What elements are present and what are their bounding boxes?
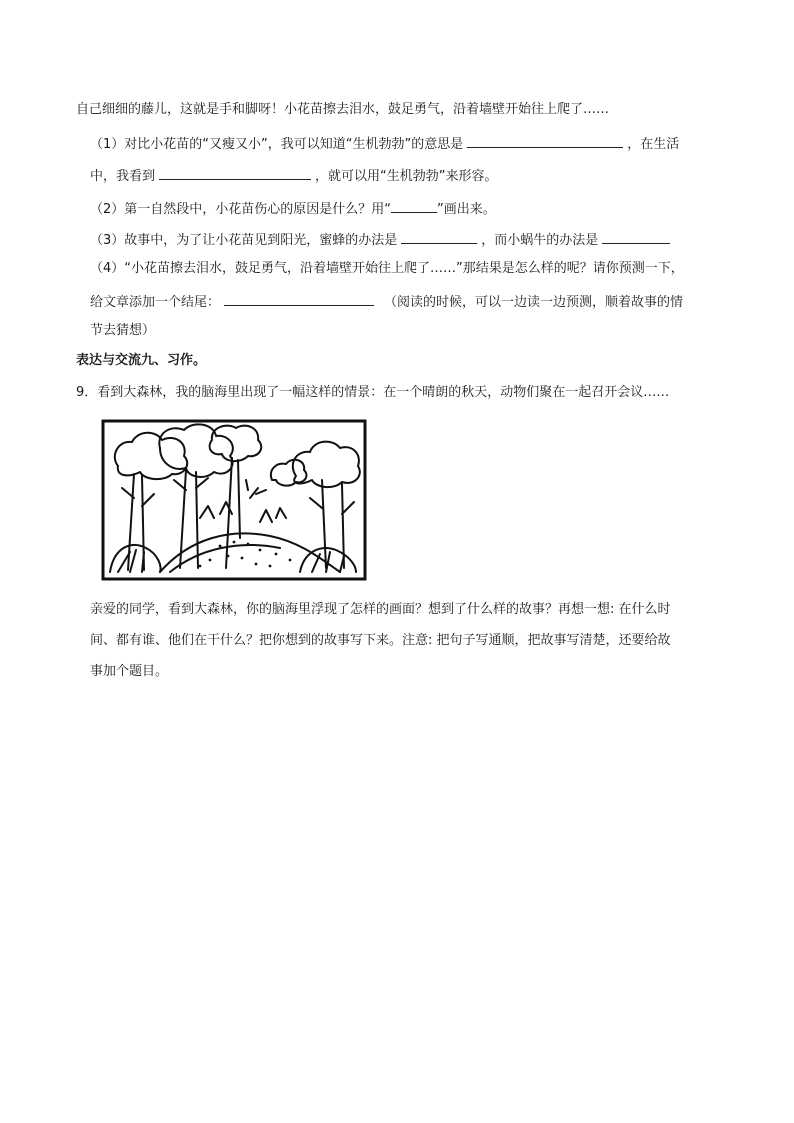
answer-blank-1a[interactable] [467, 133, 623, 148]
question-4-line-2: 给文章添加一个结尾： （阅读的时候，可以一边读一边预测，顺着故事的情 [90, 291, 683, 312]
answer-blank-3a[interactable] [401, 229, 477, 244]
instructions-line-1: 亲爱的同学，看到大森林，你的脑海里浮现了怎样的画面？想到了什么样的故事？再想一想: 在什么时 [90, 602, 671, 617]
question-1-line-2: 中，我看到 ，就可以用“生机勃勃”来形容。 [90, 165, 498, 186]
question-4-line-3: 节去猜想） [90, 323, 156, 338]
question-9-prompt: 9．看到大森林，我的脑海里出现了一幅这样的情景：在一个晴朗的秋天，动物们聚在一起召开会议…… [76, 385, 670, 400]
answer-blank-1b[interactable] [159, 165, 311, 180]
answer-blank-4[interactable] [224, 291, 374, 306]
question-2: （2）第一自然段中，小花苗伤心的原因是什么？用“ ”画出来。 [90, 198, 496, 219]
underline-sample [391, 198, 437, 213]
passage-continuation: 自己细细的藤儿，这就是手和脚呀！小花苗擦去泪水，鼓足勇气，沿着墙壁开始往上爬了…… [76, 102, 610, 117]
forest-illustration [100, 418, 368, 582]
question-3: （3）故事中，为了让小花苗见到阳光，蜜蜂的办法是 ，而小蜗牛的办法是 [90, 229, 674, 250]
section-heading: 表达与交流九、习作。 [76, 353, 207, 368]
instructions-line-2: 间、都有谁、他们在干什么？把你想到的故事写下来。注意: 把句子写通顺，把故事写清楚，还要给故 [90, 633, 671, 648]
instructions-line-3: 事加个题目。 [90, 664, 169, 679]
question-4-line-1: （4）“小花苗擦去泪水，鼓足勇气，沿着墙壁开始往上爬了……”那结果是怎么样的呢？请你预测一下， [90, 261, 684, 276]
question-1-line-1: （1）对比小花苗的“又瘦又小”，我可以知道“生机勃勃”的意思是 ，在生活 [90, 133, 679, 154]
answer-blank-3b[interactable] [602, 229, 670, 244]
